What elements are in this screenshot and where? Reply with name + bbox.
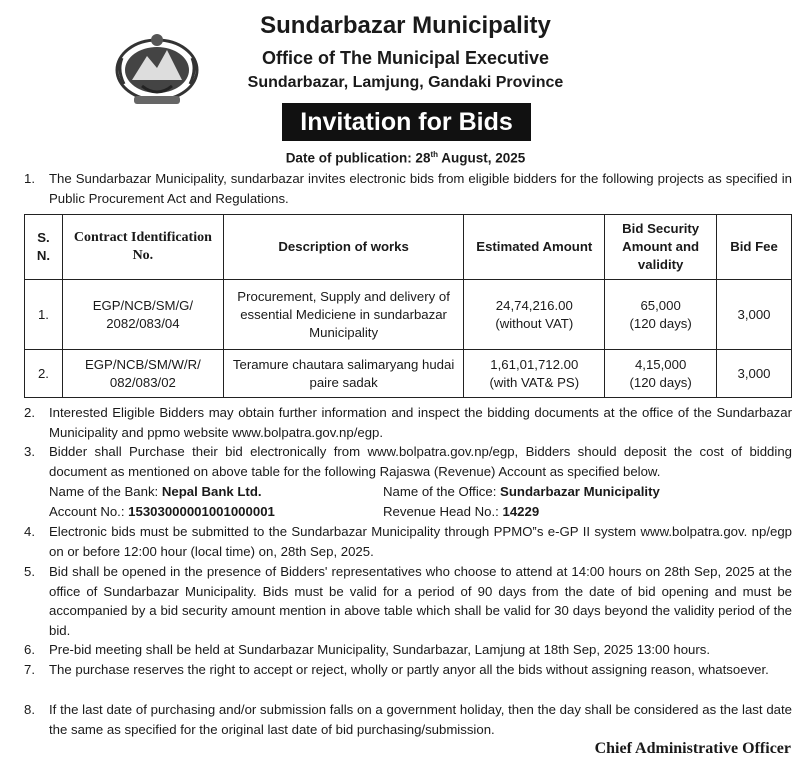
account-number-line: Account No.: 15303000001001000001 [49,504,275,519]
col-contract-id: Contract Identification No. [62,215,223,280]
clause-5: 5. Bid shall be opened in the presence of Bidders' representatives who choose to attend at 14:00 hours on 28th Sep, 2025 at the office of Sundarbazar Municipality. Bids must be valid for a period of 90 days from the date of bid opening and must be accompanied by a bid security amount mention in above table which shall be valid for 30 days beyond the validity period of the bid. [24,564,792,638]
row-amount: 1,61,01,712.00 (with VAT& PS) [464,350,605,398]
clause-7: 7. The purchase reserves the right to accept or reject, wholly or partly anyor all the bids without assigning reason, whatsoever. [24,662,769,677]
col-bid-fee: Bid Fee [717,215,792,280]
col-description: Description of works [223,215,464,280]
letterhead [0,8,811,108]
bank-name-line: Name of the Bank: Nepal Bank Ltd. [49,484,262,499]
clause-6: 6. Pre-bid meeting shall be held at Sundarbazar Municipality, Sundarbazar, Lamjung at 18th Sep, 2025 13:00 hours. [24,642,711,657]
office-name: Office of The Municipal Executive [261,48,550,68]
row-security: 4,15,000 (120 days) [605,350,717,398]
row-fee: 3,000 [717,280,792,350]
clause-1: 1. The Sundarbazar Municipality, sundarbazar invites electronic bids from eligible bidders for the following projects as specified in Public Procurement Act and Regulations. [24,171,792,206]
row-description: Teramure chautara salimaryang hudai paire sadak [223,350,464,398]
row-contract-id: EGP/NCB/SM/W/R/ 082/083/02 [62,350,223,398]
col-bid-security: Bid Security Amount and validity [605,215,717,280]
clause-3: 3. Bidder shall Purchase their bid electronically from www.bolpatra.gov.np/egp, Bidders should deposit the cost of bidding document as mentioned on above table for the following Rajaswa (Revenue) Account as specified below. [24,444,792,479]
clause-8: 8. If the last date of purchasing and/or submission falls on a government holiday, then the day shall be considered as the last date the same as specified for the original last date of bid purchasing/submission. [24,702,792,737]
table-row [25,280,792,350]
notice-title: Invitation for Bids [282,103,531,141]
publication-date: Date of publication: 28th August, 2025 [285,150,526,166]
clause-4: 4. Electronic bids must be submitted to the Sundarbazar Municipality through PPMO‟s e-GP II system www.bolpatra.gov. np/egp on or before 12:00 hour (local time) on, 28th Sep, 2025. [24,524,792,559]
col-estimated-amount: Estimated Amount [464,215,605,280]
clause-2: 2. Interested Eligible Bidders may obtain further information and inspect the bidding documents at the office of the Sundarbazar Municipality and ppmo website www.bolpatra.gov.np/egp. [24,405,792,440]
row-security: 65,000 (120 days) [605,280,717,350]
bids-table [24,214,792,398]
office-address: Sundarbazar, Lamjung, Gandaki Province [247,74,564,91]
office-name-line: Name of the Office: Sundarbazar Municipality [383,484,660,499]
row-sn: 1. [25,280,63,350]
table-row [25,350,792,398]
signature-title: Chief Administrative Officer [594,740,791,757]
municipality-name: Sundarbazar Municipality [260,12,551,39]
row-sn: 2. [25,350,63,398]
row-amount: 24,74,216.00 (without VAT) [464,280,605,350]
table-header-row [25,215,792,280]
revenue-head-line: Revenue Head No.: 14229 [383,504,540,519]
col-sn: S. N. [25,215,63,280]
row-description: Procurement, Supply and delivery of essential Mediciene in sundarbazar Municipality [223,280,464,350]
row-fee: 3,000 [717,350,792,398]
row-contract-id: EGP/NCB/SM/G/ 2082/083/04 [62,280,223,350]
